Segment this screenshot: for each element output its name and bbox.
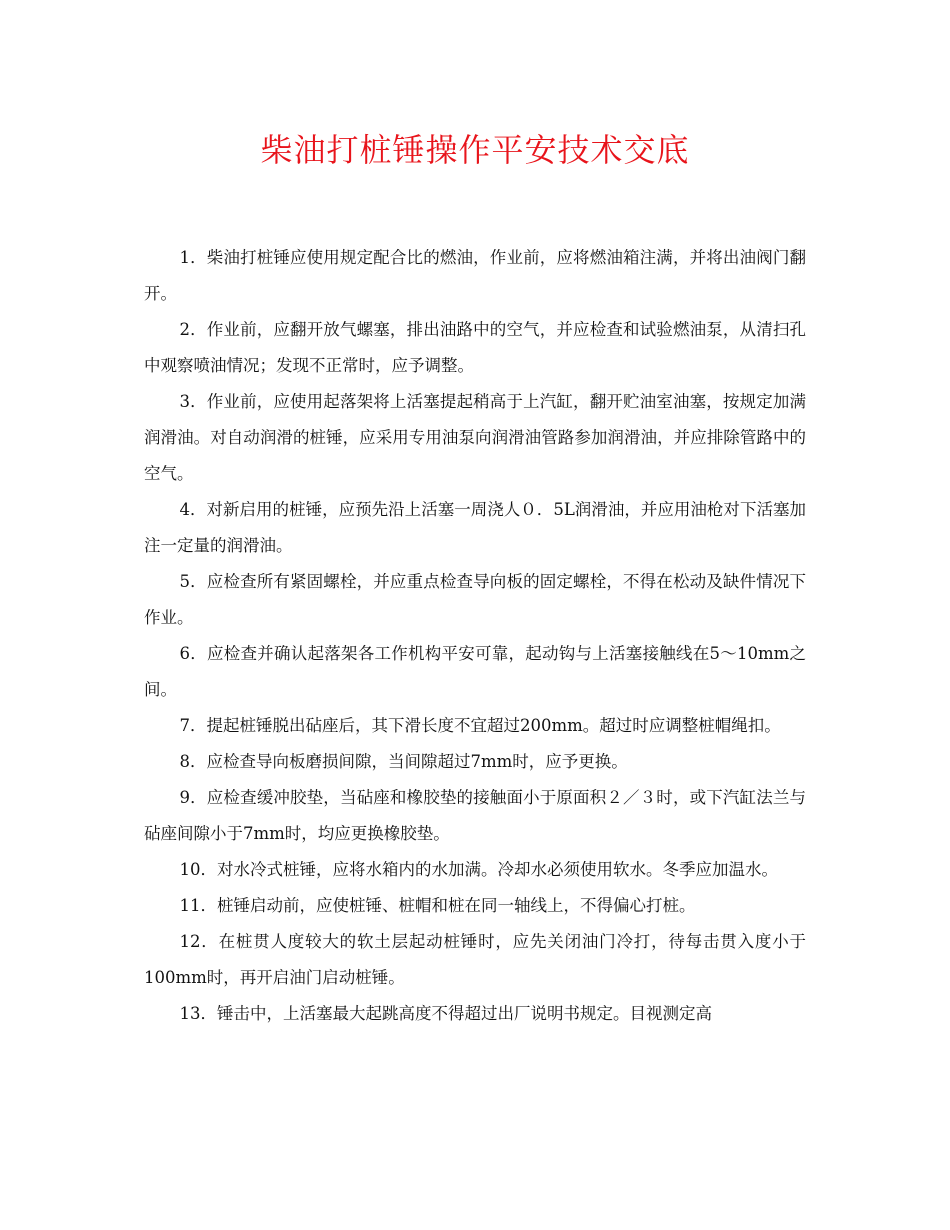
paragraph-13: 13．锤击中，上活塞最大起跳高度不得超过出厂说明书规定。目视测定高	[179, 1004, 712, 1023]
paragraph-2: 2．作业前，应翻开放气螺塞，排出油路中的空气，并应检查和试验燃油泵，从清扫孔中观察喷油情况；发现不正常时，应予调整。	[144, 320, 806, 375]
paragraph-7: 7．提起桩锤脱出砧座后，其下滑长度不宜超过200mm。超过时应调整桩帽绳扣。	[179, 716, 781, 735]
document-body	[144, 240, 806, 1032]
paragraph-12: 12．在桩贯人度较大的软土层起动桩锤时，应先关闭油门冷打，待每击贯入度小于100mm时，再开启油门启动桩锤。	[144, 932, 806, 987]
paragraph-10: 10．对水冷式桩锤，应将水箱内的水加满。冷却水必须使用软水。冬季应加温水。	[179, 860, 778, 879]
paragraph-1: 1．柴油打桩锤应使用规定配合比的燃油，作业前，应将燃油箱注满，并将出油阀门翻开。	[144, 248, 806, 303]
paragraph-3: 3．作业前，应使用起落架将上活塞提起稍高于上汽缸，翻开贮油室油塞，按规定加满润滑油。对自动润滑的桩锤，应采用专用油泵向润滑油管路参加润滑油，并应排除管路中的空气。	[144, 392, 806, 483]
paragraph-4: 4．对新启用的桩锤，应预先沿上活塞一周浇人０．5L润滑油，并应用油枪对下活塞加注一定量的润滑油。	[144, 500, 806, 555]
paragraph-11: 11．桩锤启动前，应使桩锤、桩帽和桩在同一轴线上，不得偏心打桩。	[179, 896, 696, 915]
paragraph-8: 8．应检查导向板磨损间隙，当间隙超过7mm时，应予更换。	[179, 752, 628, 771]
paragraph-9: 9．应检查缓冲胶垫，当砧座和橡胶垫的接触面小于原面积２／３时，或下汽缸法兰与砧座间隙小于7mm时，均应更换橡胶垫。	[144, 788, 806, 843]
paragraph-5: 5．应检查所有紧固螺栓，并应重点检查导向板的固定螺栓，不得在松动及缺件情况下作业。	[144, 572, 806, 627]
document-title: 柴油打桩锤操作平安技术交底	[260, 131, 690, 169]
paragraph-6: 6．应检查并确认起落架各工作机构平安可靠，起动钩与上活塞接触线在5～10mm之间。	[144, 644, 806, 699]
